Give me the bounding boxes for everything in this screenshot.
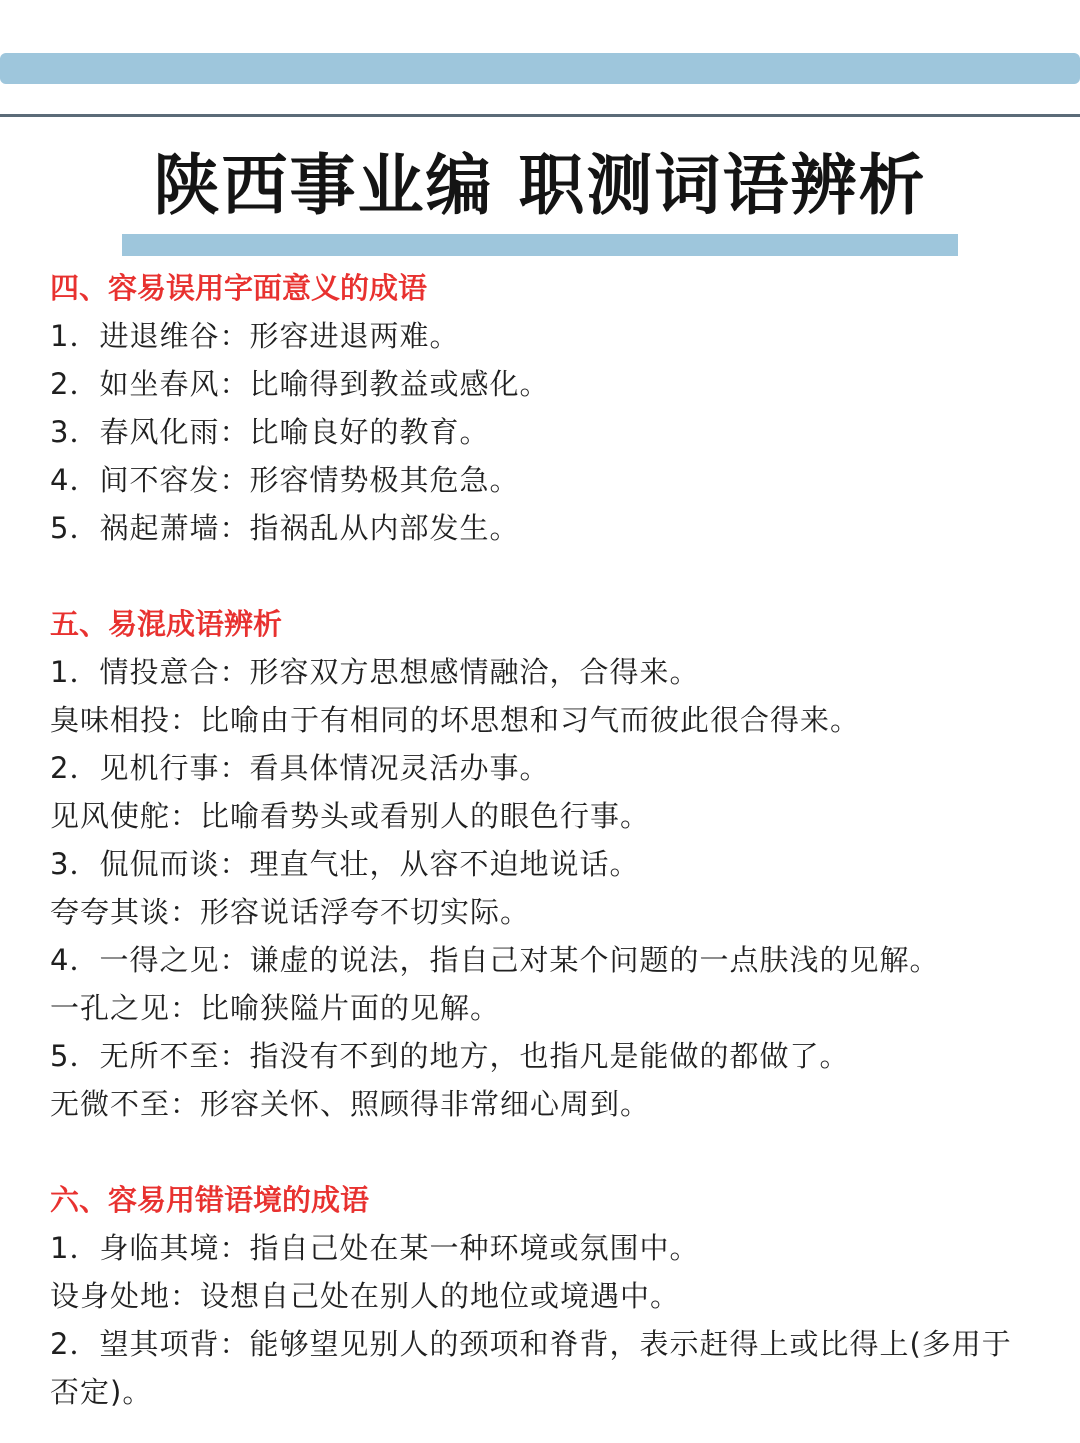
top-decorative-band bbox=[0, 53, 1080, 84]
entry-line: 2．望其项背：能够望见别人的颈项和脊背，表示赶得上或比得上(多用于否定)。 bbox=[50, 1327, 1012, 1409]
entry-line: 夸夸其谈：形容说话浮夸不切实际。 bbox=[50, 895, 531, 929]
entry-line: 无微不至：形容关怀、照顾得非常细心周到。 bbox=[50, 1087, 651, 1121]
section-spacer bbox=[50, 1128, 1040, 1176]
entry-line: 4．间不容发：形容情势极其危急。 bbox=[50, 463, 520, 497]
entry-line: 3．春风化雨：比喻良好的教育。 bbox=[50, 415, 490, 449]
page-title: 陕西事业编 职测词语辨析 bbox=[153, 147, 927, 224]
entry-line: 2．见机行事：看具体情况灵活办事。 bbox=[50, 751, 550, 785]
entry-line: 2．如坐春风：比喻得到教益或感化。 bbox=[50, 367, 550, 401]
entry-line: 设身处地：设想自己处在别人的地位或境遇中。 bbox=[50, 1279, 681, 1313]
entry-line: 1．情投意合：形容双方思想感情融洽，合得来。 bbox=[50, 655, 700, 689]
entry-line: 3．侃侃而谈：理直气壮，从容不迫地说话。 bbox=[50, 847, 640, 881]
entry-line: 5．无所不至：指没有不到的地方，也指凡是能做的都做了。 bbox=[50, 1039, 850, 1073]
entry-line: 4．一得之见：谦虚的说法，指自己对某个问题的一点肤浅的见解。 bbox=[50, 943, 940, 977]
entry-line: 一孔之见：比喻狭隘片面的见解。 bbox=[50, 991, 501, 1025]
section-spacer bbox=[50, 552, 1040, 600]
entry-line: 见风使舵：比喻看势头或看别人的眼色行事。 bbox=[50, 799, 651, 833]
section-heading: 五、易混成语辨析 bbox=[50, 607, 283, 641]
section-heading: 四、容易误用字面意义的成语 bbox=[50, 271, 428, 305]
content-body bbox=[50, 264, 1040, 1416]
section-six bbox=[50, 1176, 1040, 1416]
entry-line: 1．进退维谷：形容进退两难。 bbox=[50, 319, 460, 353]
section-four bbox=[50, 264, 1040, 552]
entry-line: 5．祸起萧墙：指祸乱从内部发生。 bbox=[50, 511, 520, 545]
title-underline-bar bbox=[122, 234, 958, 256]
section-heading: 六、容易用错语境的成语 bbox=[50, 1183, 370, 1217]
entry-line: 1．身临其境：指自己处在某一种环境或氛围中。 bbox=[50, 1231, 700, 1265]
section-five bbox=[50, 600, 1040, 1128]
entry-line: 臭味相投：比喻由于有相同的坏思想和习气而彼此很合得来。 bbox=[50, 703, 861, 737]
top-divider-line bbox=[0, 114, 1080, 117]
